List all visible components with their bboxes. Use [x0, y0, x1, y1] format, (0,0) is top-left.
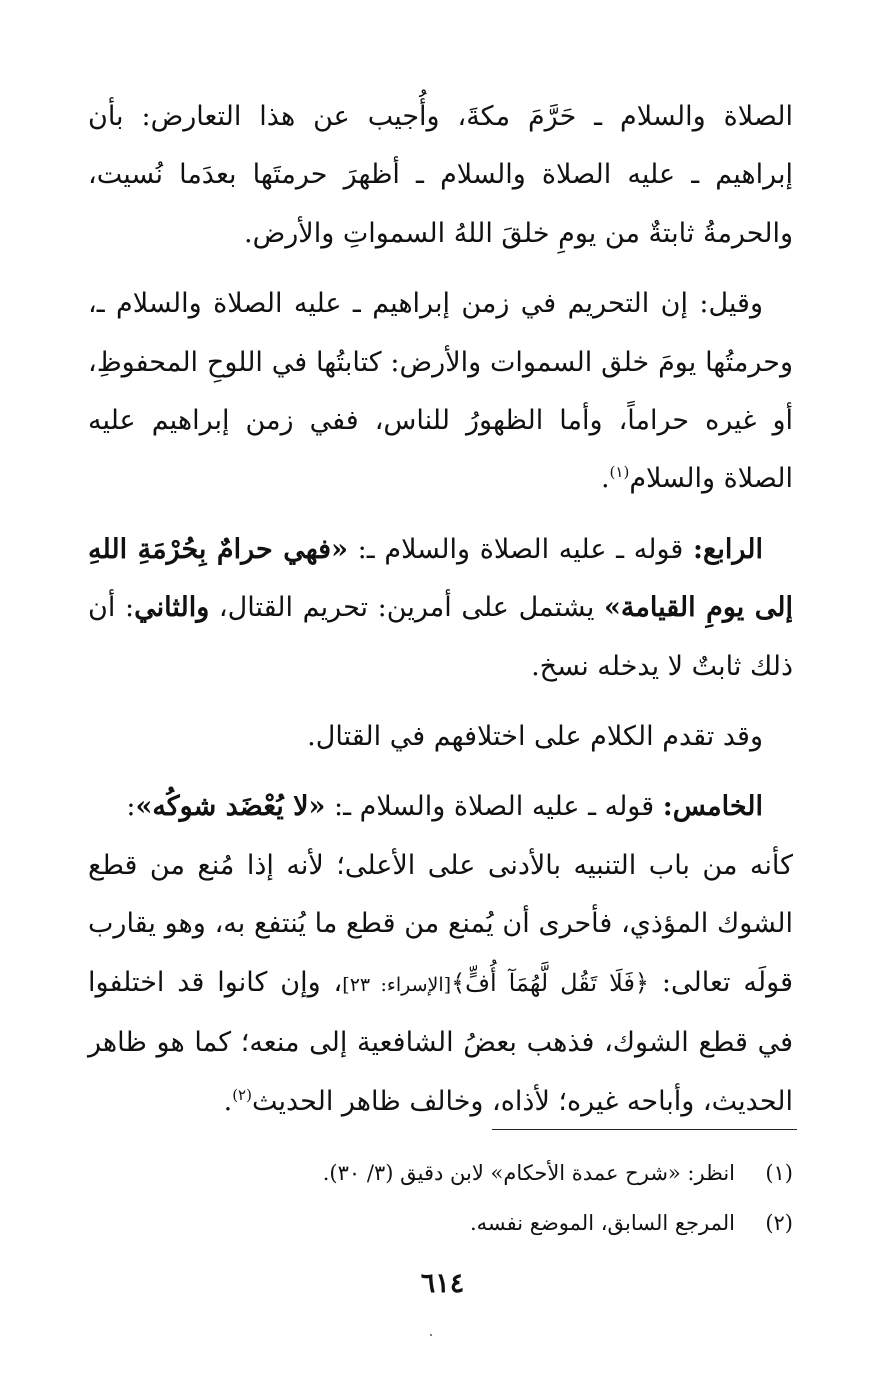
paragraph-text: يشتمل على أمرين: تحريم القتال،: [209, 592, 605, 624]
footnote-text: المرجع السابق، الموضع نفسه.: [469, 1211, 735, 1235]
punctuation: :: [126, 791, 136, 823]
main-text: [88, 88, 793, 1131]
paragraph-text: : أن ذلك ثابتٌ لا يدخله نسخ.: [88, 592, 793, 682]
footnote: [88, 1148, 793, 1198]
footnote-text: انظر: «شرح عمدة الأحكام» لابن دقيق (٣/ ٣٠).: [322, 1161, 735, 1185]
paragraph: [88, 837, 793, 1131]
paragraph-text: ، وإن كانوا قد اختلفوا في قطع الشوك، فذهب بعضُ الشافعية إلى منعه؛ كما هو ظاهر الحديث، وأباحه غيره؛ لأذاه، وخالف ظاهر الحديث: [88, 966, 793, 1117]
footnote-number: (٢): [765, 1211, 793, 1235]
paragraph: [88, 275, 793, 509]
punctuation: .: [600, 463, 610, 495]
paragraph: الصلاة والسلام ـ حَرَّمَ مكةَ، وأُجيب عن هذا التعارض: بأن إبراهيم ـ عليه الصلاة والسلام ـ أظهرَ حرمتَها بعدَما نُسيت، والحرمةُ ثابتةٌ من يومِ خلقَ اللهُ السمواتِ والأرض.: [88, 101, 793, 249]
hadith-quote: «فهي حرامٌ بِحُرْمَةِ اللهِ إلى يومِ القيامة»: [88, 533, 793, 624]
punctuation: .: [223, 1085, 233, 1117]
footnote-divider: [492, 1129, 797, 1130]
paragraph-text: قوله ـ عليه الصلاة والسلام ـ:: [347, 533, 693, 565]
section-term: والثاني: [134, 592, 210, 624]
paragraph-text: قوله ـ عليه الصلاة والسلام ـ:: [325, 791, 663, 823]
paragraph-text: وقيل: إن التحريم في زمن إبراهيم ـ عليه الصلاة والسلام ـ، وحرمتُها يومَ خلق السموات والأرض: كتابتُها في اللوحِ المحفوظِ، أو غيره حراماً، وأما الظهورُ للناس، ففي زمن إبراهيم عليه الصلاة والسلام: [88, 288, 793, 495]
verse-reference: [الإسراء: ٢٣]: [342, 973, 452, 996]
section-lead: الرابع:: [693, 533, 763, 565]
paragraph-text: كأنه من باب التنبيه بالأدنى على الأعلى؛ لأنه إذا مُنع من قطع الشوك المؤذي، فأحرى أن يُمنع من قطع ما يُنتفع به، وهو يقارب قولَه تعالى:: [88, 849, 793, 998]
paragraph: وقد تقدم الكلام على اختلافهم في القتال.: [307, 721, 763, 753]
quran-verse: ﴿فَلَا تَقُل لَّهُمَآ أُفٍّ﴾: [451, 968, 649, 997]
print-mark: [430, 1334, 432, 1336]
hadith-quote: «لا يُعْضَد شوكُه»: [135, 791, 326, 823]
paragraph: [88, 778, 793, 836]
page-number: ٦١٤: [420, 1268, 465, 1299]
footnote-reference[interactable]: (١): [609, 463, 630, 482]
footnotes: [88, 1148, 793, 1248]
footnote: [88, 1198, 793, 1248]
footnote-number: (١): [765, 1161, 793, 1185]
footnote-reference[interactable]: (٢): [232, 1085, 252, 1104]
section-lead: الخامس:: [662, 791, 763, 823]
paragraph: [88, 521, 793, 696]
